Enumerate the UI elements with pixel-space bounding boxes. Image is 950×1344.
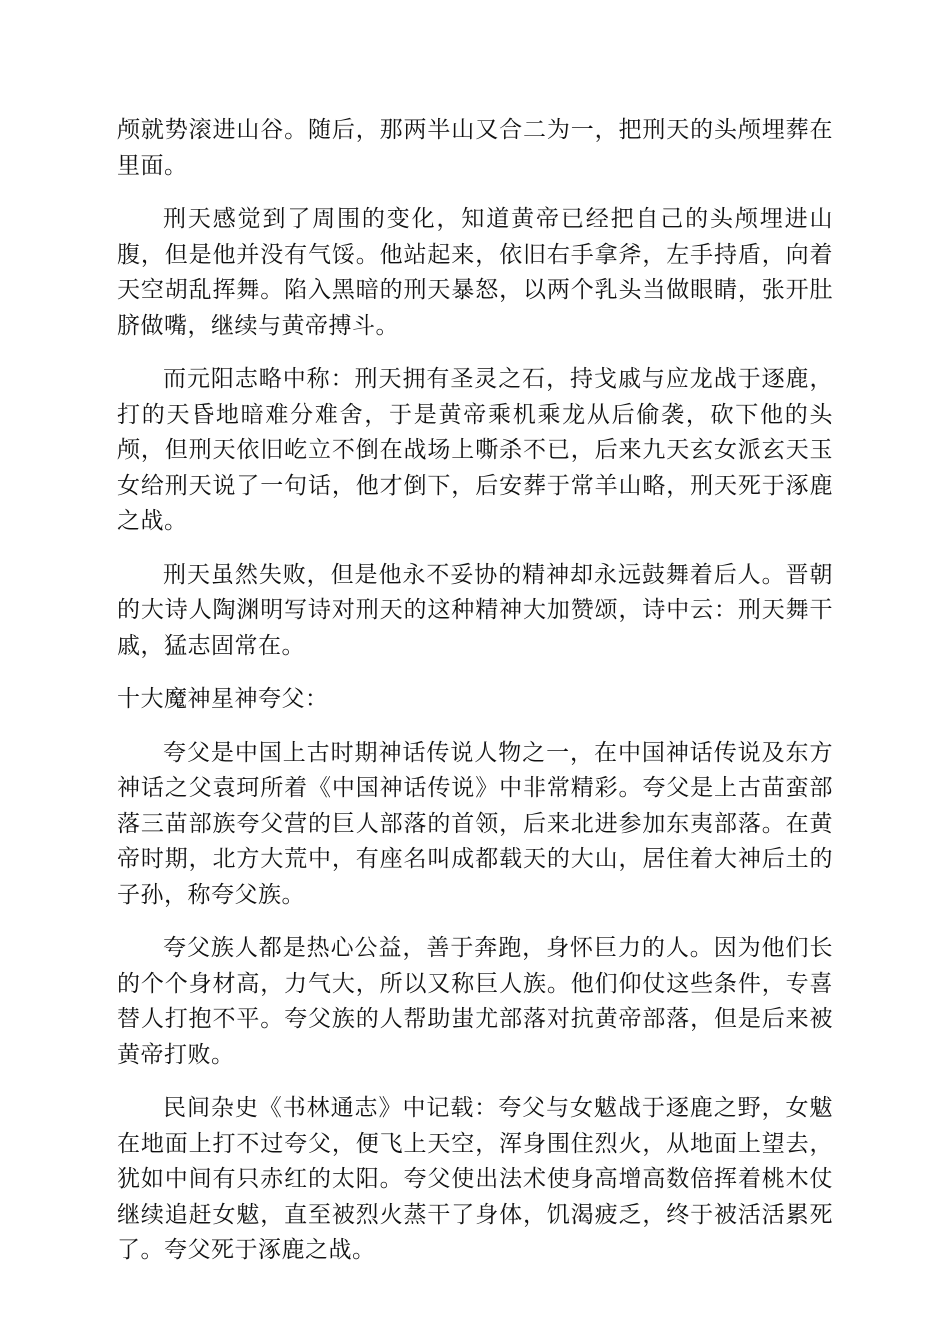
paragraph-yuanyang-record: 而元阳志略中称：刑天拥有圣灵之石，持戈戚与应龙战于逐鹿，打的天昏地暗难分难舍，于是黄帝乘机乘龙从后偷袭，砍下他的头颅，但刑天依旧屹立不倒在战场上嘶杀不已，后来九天玄女派玄天玉女给刑天说了一句话，他才倒下，后安葬于常羊山略，刑天死于涿鹿之战。 [117, 366, 833, 534]
paragraph-kuafu-tribe: 夸父族人都是热心公益，善于奔跑，身怀巨力的人。因为他们长的个个身材高，力气大，所以又称巨人族。他们仰仗这些条件，专喜替人打抱不平。夸父族的人帮助蚩尤部落对抗黄帝部落，但是后来被黄帝打败。 [117, 935, 833, 1068]
paragraph-xingtian-rises: 刑天感觉到了周围的变化，知道黄帝已经把自己的头颅埋进山腹，但是他并没有气馁。他站起来，依旧右手拿斧，左手持盾，向着天空胡乱挥舞。陷入黑暗的刑天暴怒，以两个乳头当做眼睛，张开肚脐做嘴，继续与黄帝搏斗。 [117, 206, 833, 339]
document-body [117, 113, 833, 1287]
paragraph-kuafu-intro: 夸父是中国上古时期神话传说人物之一，在中国神话传说及东方神话之父袁珂所着《中国神话传说》中非常精彩。夸父是上古苗蛮部落三苗部族夸父营的巨人部落的首领，后来北进参加东夷部落。在黄帝时期，北方大荒中，有座名叫成都载天的大山，居住着大神后土的子孙，称夸父族。 [117, 739, 833, 908]
section-heading: 十大魔神星神夸父： [117, 686, 329, 712]
paragraph-xingtian-spirit: 刑天虽然失败，但是他永不妥协的精神却永远鼓舞着后人。晋朝的大诗人陶渊明写诗对刑天的这种精神大加赞颂，诗中云：刑天舞干戚，猛志固常在。 [117, 561, 833, 659]
paragraph-kuafu-battle: 民间杂史《书林通志》中记载：夸父与女魃战于逐鹿之野，女魃在地面上打不过夸父，便飞上天空，浑身围住烈火，从地面上望去，犹如中间有只赤红的太阳。夸父使出法术使身高增高数倍挥着桃木仗继续追赶女魃，直至被烈火蒸干了身体，饥渴疲乏，终于被活活累死了。夸父死于涿鹿之战。 [117, 1095, 833, 1263]
paragraph-continuation: 颅就势滚进山谷。随后，那两半山又合二为一，把刑天的头颅埋葬在里面。 [117, 117, 833, 179]
